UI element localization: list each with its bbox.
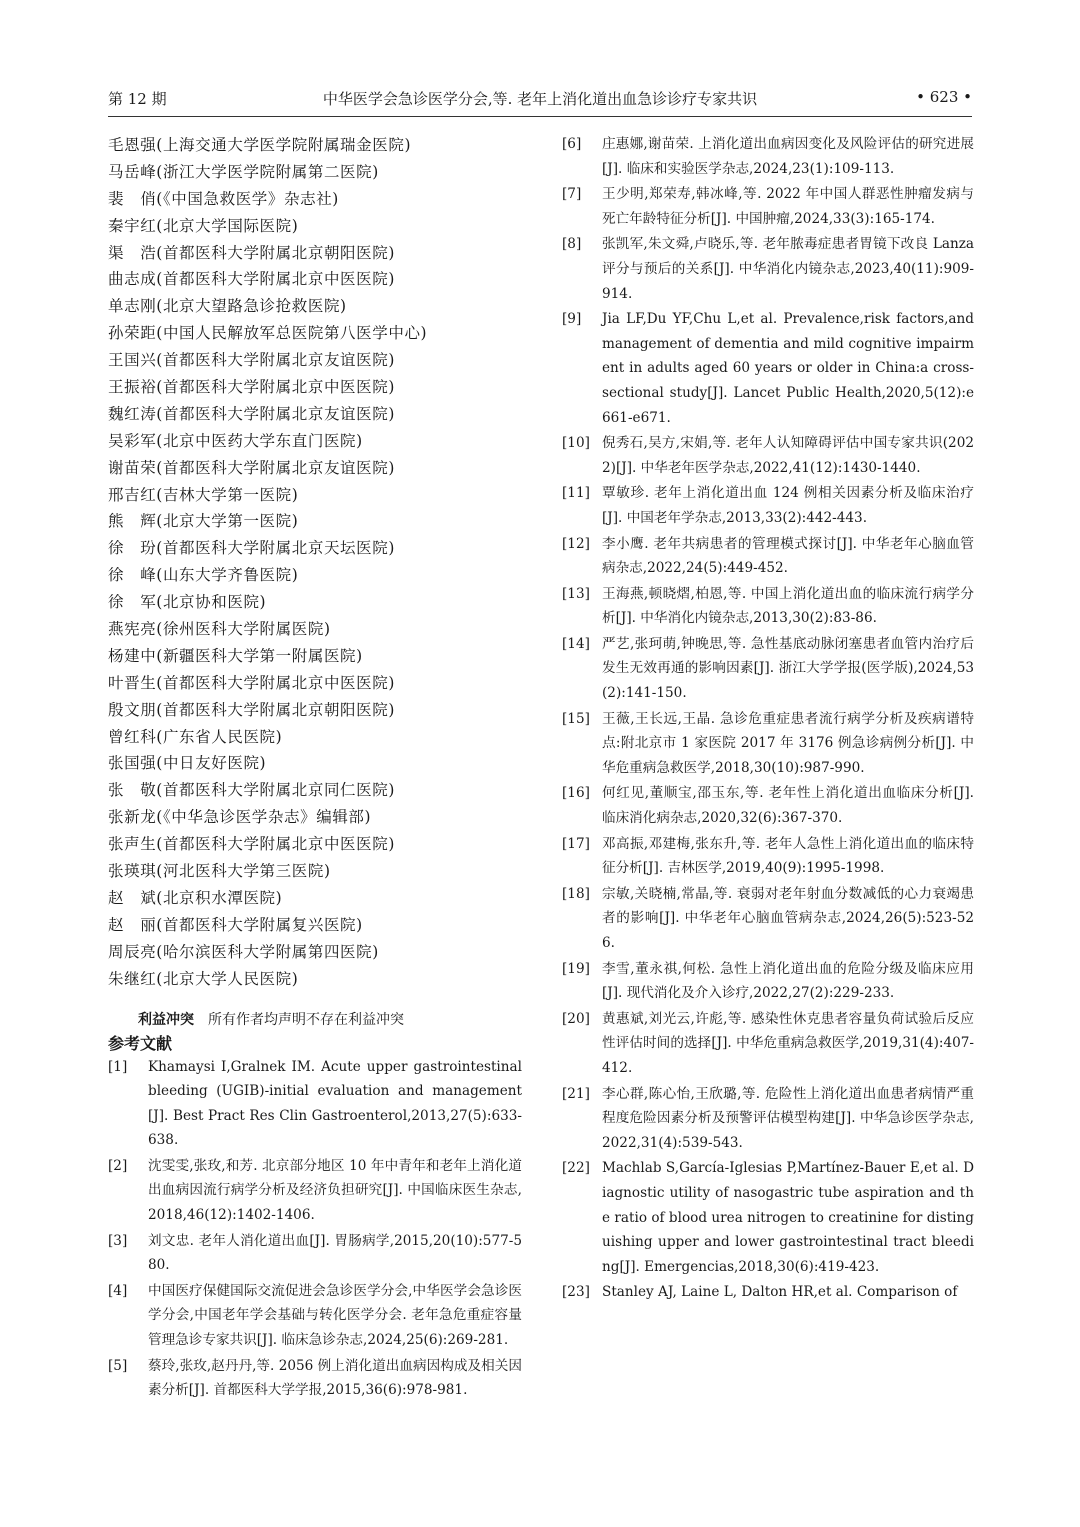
member-item: 吴彩军(北京中医药大学东直门医院) <box>108 431 363 450</box>
conflict-text: 所有作者均声明不存在利益冲突 <box>208 1011 404 1028</box>
reference-text: 王海燕,顿晓熠,柏恩,等. 中国上消化道出血的临床流行病学分析[J]. 中华消化内镜杂志,2013,30(2):83-86. <box>602 585 974 627</box>
member-item: 张新龙(《中华急诊医学杂志》编辑部) <box>108 808 372 827</box>
reference-number: [11] <box>562 485 590 502</box>
reference-item <box>562 481 974 530</box>
member-item: 邢吉红(吉林大学第一医院) <box>108 485 299 504</box>
reference-number: [5] <box>108 1357 128 1374</box>
member-item: 马岳峰(浙江大学医学院附属第二医院) <box>108 162 379 181</box>
member-item: 张声生(首都医科大学附属北京中医医院) <box>108 835 395 854</box>
reference-number: [8] <box>562 236 582 253</box>
member-item: 赵 丽(首都医科大学附属复兴医院) <box>108 915 363 934</box>
member-item: 徐 军(北京协和医院) <box>108 593 267 612</box>
reference-item <box>562 882 974 956</box>
reference-item <box>562 532 974 581</box>
reference-text: 严艺,张珂萌,钟晚思,等. 急性基底动脉闭塞患者血管内治疗后发生无效再通的影响因素[J]. 浙江大学学报(医学版),2024,53(2):141-150. <box>602 635 974 702</box>
reference-text: 宗敏,关晓楠,常晶,等. 衰弱对老年射血分数减低的心力衰竭患者的影响[J]. 中华老年心脑血管病杂志,2024,26(5):523-526. <box>602 885 974 951</box>
reference-number: [10] <box>562 435 590 452</box>
page-number: • 623 • <box>916 88 972 106</box>
member-item: 熊 辉(北京大学第一医院) <box>108 512 299 531</box>
reference-text: 刘文忠. 老年人消化道出血[J]. 胃肠病学,2015,20(10):577-580. <box>148 1232 522 1274</box>
reference-item <box>562 1156 974 1279</box>
reference-number: [4] <box>108 1282 128 1299</box>
reference-text: 沈雯雯,张玫,和芳. 北京部分地区 10 年中青年和老年上消化道出血病因流行病学分析及经济负担研究[J]. 中国临床医生杂志,2018,46(12):1402-1406. <box>148 1157 522 1224</box>
member-item: 张瑛琪(河北医科大学第三医院) <box>108 862 331 881</box>
reference-text: 倪秀石,吴方,宋娟,等. 老年人认知障碍评估中国专家共识(2022)[J]. 中华老年医学杂志,2022,41(12):1430-1440. <box>602 435 974 476</box>
member-item: 张国强(中日友好医院) <box>108 754 267 773</box>
member-item: 殷文朋(首都医科大学附属北京朝阳医院) <box>108 700 395 719</box>
reference-item <box>562 582 974 631</box>
reference-text: Stanley AJ, Laine L, Dalton HR,et al. Comparison of <box>602 1284 958 1301</box>
reference-text: 何红见,董顺宝,邵玉东,等. 老年性上消化道出血临床分析[J]. 临床消化病杂志,2020,32(6):367-370. <box>602 785 974 827</box>
reference-number: [18] <box>562 885 590 902</box>
member-item: 毛恩强(上海交通大学医学院附属瑞金医院) <box>108 136 412 154</box>
reference-text: 覃敏珍. 老年上消化道出血 124 例相关因素分析及临床治疗[J]. 中国老年学杂志,2013,33(2):442-443. <box>602 485 974 526</box>
reference-list-left <box>108 1055 522 1403</box>
reference-number: [9] <box>562 311 582 328</box>
reference-text: Machlab S,García-Iglesias P,Martínez-Bauer E,et al. Diagnostic utility of nasogastric tube aspiration and the ratio of blood urea nitrogen to creatinine for distinguishing upper and lower gastrointestinal tract bleeding[J]. Emergencias,2018,30(6):419-423. <box>602 1160 974 1275</box>
reference-list-right <box>562 132 974 1305</box>
member-item: 秦宇红(北京大学国际医院) <box>108 216 299 235</box>
reference-item <box>562 957 974 1006</box>
running-title: 中华医学会急诊医学分会,等. 老年上消化道出血急诊诊疗专家共识 <box>322 90 758 108</box>
reference-number: [14] <box>562 635 590 652</box>
member-item: 朱继红(北京大学人民医院) <box>108 969 299 988</box>
member-item: 裴 俏(《中国急救医学》杂志社) <box>108 189 339 208</box>
member-item: 杨建中(新疆医科大学第一附属医院) <box>108 646 363 665</box>
reference-item <box>562 182 974 231</box>
member-item: 谢苗荣(首都医科大学附属北京友谊医院) <box>108 458 395 477</box>
reference-item <box>562 132 974 181</box>
reference-item <box>562 232 974 306</box>
reference-text: 李心群,陈心怡,王欣璐,等. 危险性上消化道出血患者病情严重程度危险因素分析及预警评估模型构建[J]. 中华急诊医学杂志,2022,31(4):539-543. <box>602 1085 974 1151</box>
reference-item <box>562 781 974 830</box>
reference-number: [23] <box>562 1284 590 1301</box>
member-item: 赵 斌(北京积水潭医院) <box>108 888 283 907</box>
reference-item <box>562 632 974 706</box>
reference-number: [19] <box>562 960 590 977</box>
reference-text: 中国医疗保健国际交流促进会急诊医学分会,中华医学会急诊医学分会,中国老年学会基础与转化医学分会. 老年急危重症容量管理急诊专家共识[J]. 临床急诊杂志,2024,25(6):269-281. <box>148 1282 522 1349</box>
member-item: 渠 浩(首都医科大学附属北京朝阳医院) <box>108 243 395 262</box>
reference-number: [13] <box>562 585 590 602</box>
issue-number: 第 12 期 <box>108 90 167 108</box>
reference-item <box>108 1229 522 1278</box>
reference-number: [2] <box>108 1157 128 1174</box>
reference-text: 王少明,郑荣寿,韩冰峰,等. 2022 年中国人群恶性肿瘤发病与死亡年龄特征分析[J]. 中国肿瘤,2024,33(3):165-174. <box>602 186 974 227</box>
reference-item <box>562 832 974 881</box>
reference-number: [7] <box>562 186 582 203</box>
conflict-of-interest <box>108 1007 522 1033</box>
reference-text: 张凯军,朱文舜,卢晓乐,等. 老年脓毒症患者胃镜下改良 Lanza 评分与预后的关系[J]. 中华消化内镜杂志,2023,40(11):909-914. <box>602 236 974 302</box>
reference-text: 黄惠斌,刘光云,许彪,等. 感染性休克患者容量负荷试验后反应性评估时间的选择[J]. 中华危重病急救医学,2019,31(4):407-412. <box>602 1010 974 1076</box>
reference-number: [1] <box>108 1058 128 1075</box>
member-item: 孙荣距(中国人民解放军总医院第八医学中心) <box>108 324 428 343</box>
member-item: 曾红科(广东省人民医院) <box>108 727 283 746</box>
member-item: 魏红涛(首都医科大学附属北京友谊医院) <box>108 404 395 423</box>
reference-number: [22] <box>562 1160 590 1177</box>
member-item: 单志刚(北京大望路急诊抢救医院) <box>108 297 347 316</box>
reference-item <box>108 1279 522 1353</box>
header-rule <box>108 116 972 117</box>
reference-text: 李小鹰. 老年共病患者的管理模式探讨[J]. 中华老年心脑血管病杂志,2022,24(5):449-452. <box>602 535 974 577</box>
reference-item <box>562 1280 974 1305</box>
member-item: 徐 玢(首都医科大学附属北京天坛医院) <box>108 539 395 558</box>
reference-number: [6] <box>562 136 582 152</box>
reference-text: 庄惠娜,谢苗荣. 上消化道出血病因变化及风险评估的研究进展[J]. 临床和实验医学杂志,2024,23(1):109-113. <box>602 136 974 177</box>
member-item: 王国兴(首都医科大学附属北京友谊医院) <box>108 351 395 370</box>
member-item: 周辰亮(哈尔滨医科大学附属第四医院) <box>108 942 379 961</box>
member-item: 王振裕(首都医科大学附属北京中医医院) <box>108 378 395 397</box>
reference-number: [21] <box>562 1085 590 1102</box>
reference-text: 王薇,王长远,王晶. 急诊危重症患者流行病学分析及疾病谱特点:附北京市 1 家医院 2017 年 3176 例急诊病例分析[J]. 中华危重病急救医学,2018,30(10):987-990. <box>602 710 974 776</box>
member-item: 张 敬(首都医科大学附属北京同仁医院) <box>108 781 395 800</box>
reference-item <box>108 1055 522 1153</box>
reference-item <box>562 307 974 430</box>
member-item: 曲志成(首都医科大学附属北京中医医院) <box>108 270 395 289</box>
reference-number: [3] <box>108 1232 128 1249</box>
references-heading: 参考文献 <box>108 1033 173 1053</box>
reference-item <box>562 1007 974 1081</box>
member-item: 徐 峰(山东大学齐鲁医院) <box>108 566 299 585</box>
reference-text: Khamaysi I,Gralnek IM. Acute upper gastrointestinal bleeding (UGIB)-initial evaluation and management[J]. Best Pract Res Clin Gastroenterol,2013,27(5):633-638. <box>148 1058 522 1149</box>
right-column <box>562 132 974 1306</box>
member-item: 叶晋生(首都医科大学附属北京中医医院) <box>108 673 395 692</box>
reference-item <box>108 1354 522 1403</box>
reference-text: Jia LF,Du YF,Chu L,et al. Prevalence,risk factors,and management of dementia and mild cognitive impairment in adults aged 60 years or older in China:a cross-sectional study[J]. Lancet Public Health,2020,5(12):e661-e671. <box>602 311 974 426</box>
reference-text: 邓高振,邓建梅,张东升,等. 老年人急性上消化道出血的临床特征分析[J]. 吉林医学,2019,40(9):1995-1998. <box>602 835 974 877</box>
running-header <box>108 88 972 114</box>
reference-number: [20] <box>562 1010 590 1027</box>
reference-number: [17] <box>562 835 590 852</box>
reference-number: [16] <box>562 785 590 802</box>
reference-item <box>562 1082 974 1156</box>
reference-number: [15] <box>562 710 590 727</box>
reference-text: 李雪,董永祺,何松. 急性上消化道出血的危险分级及临床应用[J]. 现代消化及介入诊疗,2022,27(2):229-233. <box>602 960 974 1002</box>
reference-item <box>562 431 974 480</box>
reference-item <box>108 1154 522 1228</box>
reference-number: [12] <box>562 535 590 552</box>
conflict-label: 利益冲突 <box>138 1011 194 1028</box>
left-column <box>108 132 522 1404</box>
member-list <box>108 132 522 993</box>
reference-item <box>562 707 974 781</box>
member-item: 燕宪亮(徐州医科大学附属医院) <box>108 620 331 639</box>
reference-text: 蔡玲,张玫,赵丹丹,等. 2056 例上消化道出血病因构成及相关因素分析[J]. 首都医科大学学报,2015,36(6):978-981. <box>148 1357 522 1399</box>
